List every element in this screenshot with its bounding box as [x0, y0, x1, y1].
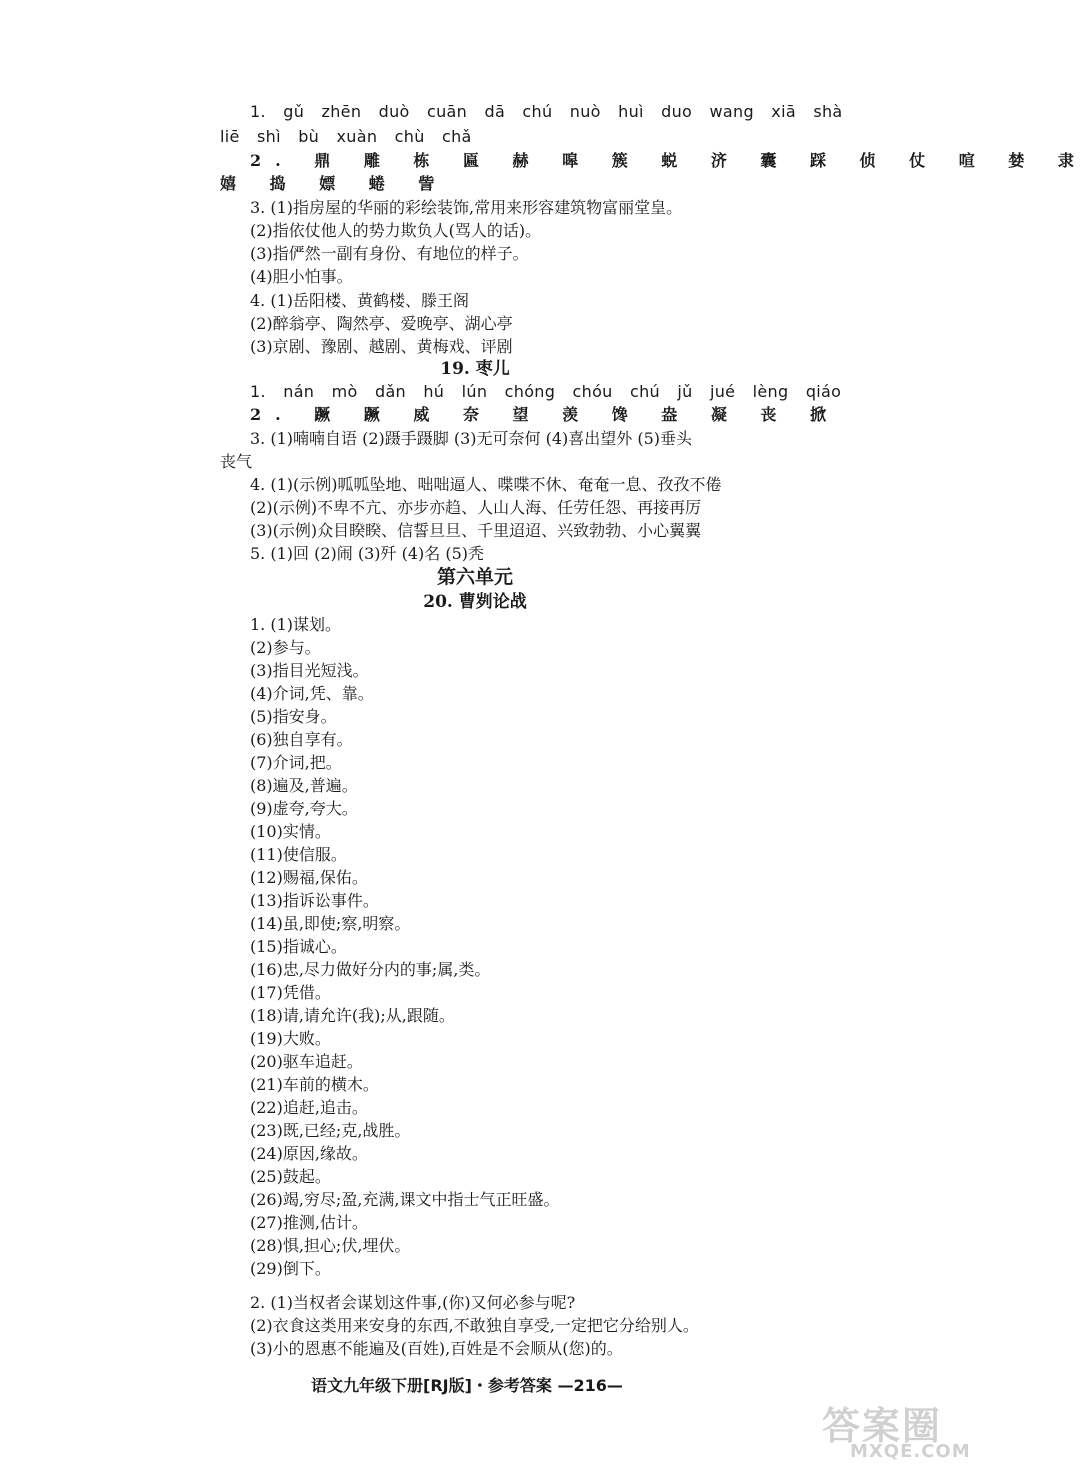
lesson-20-q1-item: (28)惧,担心;伏,埋伏。	[250, 1236, 411, 1255]
lesson-20-q2-item: (3)小的恩惠不能遍及(百姓),百姓是不会顺从(您)的。	[250, 1339, 623, 1358]
lesson-20-q1-item: (13)指诉讼事件。	[250, 891, 379, 910]
lesson-20-q1-item: (5)指安身。	[250, 707, 337, 726]
lesson-20-q1-item: (7)介词,把。	[250, 753, 342, 772]
page-footer: 语文九年级下册[RJ版]・参考答案 —216—	[311, 1376, 623, 1395]
s18-q3-item: 3. (1)指房屋的华丽的彩绘装饰,常用来形容建筑物富丽堂皇。	[250, 198, 683, 217]
lesson-20-q1-item: (17)凭借。	[250, 983, 331, 1002]
watermark-sub-text: MXQE.COM	[850, 1441, 971, 1462]
s18-q4-item: 4. (1)岳阳楼、黄鹤楼、滕王阁	[250, 291, 470, 310]
s18-q3-item: (4)胆小怕事。	[250, 267, 353, 286]
lesson-20-q1-item: (20)驱车追赶。	[250, 1052, 363, 1071]
watermark-logo	[800, 1395, 990, 1465]
lesson-20-q1-item: (10)实情。	[250, 822, 331, 841]
s18-q3-item: (3)指俨然一副有身份、有地位的样子。	[250, 244, 529, 263]
lesson-20-q1-item: 1. (1)谋划。	[250, 615, 342, 634]
s19-q4-item: 4. (1)(示例)呱呱坠地、咄咄逼人、喋喋不休、奄奄一息、孜孜不倦	[250, 475, 722, 494]
lesson-20-q1-item: (26)竭,穷尽;盈,充满,课文中指士气正旺盛。	[250, 1190, 560, 1209]
s18-q4-item: (2)醉翁亭、陶然亭、爱晚亭、湖心亭	[250, 314, 513, 333]
lesson-20-q1-item: (24)原因,缘故。	[250, 1144, 368, 1163]
s18-q2-line1: 2. 鼎 雕 栋 匾 赫 嗥 簇 蜕 济 囊 踩 侦 仗 喧 婪 隶	[250, 151, 1088, 170]
s18-q3-item: (2)指依仗他人的势力欺负人(骂人的话)。	[250, 221, 542, 240]
lesson-20-q1-item: (8)遍及,普遍。	[250, 776, 358, 795]
lesson-20-q1-item: (2)参与。	[250, 638, 321, 657]
lesson-20-q1-item: (14)虽,即使;察,明察。	[250, 914, 411, 933]
s19-q3-line1: 3. (1)喃喃自语 (2)蹑手蹑脚 (3)无可奈何 (4)喜出望外 (5)垂头	[250, 429, 693, 448]
lesson-20-q1-item: (23)既,已经;克,战胜。	[250, 1121, 411, 1140]
lesson-20-q1-item: (22)追赶,追击。	[250, 1098, 368, 1117]
lesson-20-q2-item: 2. (1)当权者会谋划这件事,(你)又何必参与呢?	[250, 1293, 576, 1312]
s18-q2-line2: 嬉 捣 嫖 蜷 訾	[220, 174, 449, 193]
lesson-20-q1-item: (3)指目光短浅。	[250, 661, 369, 680]
watermark-main-text: 答案圈	[822, 1404, 943, 1448]
s19-q3-line2: 丧气	[220, 452, 253, 471]
s18-q1-line2: liē shì bù xuàn chù chǎ	[220, 127, 472, 146]
lesson-19-title: 19. 枣儿	[440, 359, 510, 379]
lesson-20-q1-item: (19)大败。	[250, 1029, 331, 1048]
lesson-20-q1-item: (18)请,请允许(我);从,跟随。	[250, 1006, 455, 1025]
lesson-20-q1-item: (25)鼓起。	[250, 1167, 331, 1186]
lesson-20-q1-item: (15)指诚心。	[250, 937, 347, 956]
s18-q1-line1: 1. gǔ zhēn duò cuān dā chú nuò huì duo wang xiā shà	[250, 102, 843, 121]
s19-q5: 5. (1)回 (2)闹 (3)歼 (4)名 (5)秃	[250, 544, 485, 563]
lesson-20-q1-item: (27)推测,估计。	[250, 1213, 368, 1232]
lesson-20-q2-item: (2)衣食这类用来安身的东西,不敢独自享受,一定把它分给别人。	[250, 1316, 699, 1335]
s19-q4-item: (2)(示例)不卑不亢、亦步亦趋、人山人海、任劳任怨、再接再厉	[250, 498, 702, 517]
lesson-20-title: 20. 曹刿论战	[423, 592, 527, 612]
lesson-20-q1-item: (9)虚夸,夸大。	[250, 799, 358, 818]
lesson-20-q1-item: (16)忠,尽力做好分内的事;属,类。	[250, 960, 491, 979]
lesson-20-q1-item: (29)倒下。	[250, 1259, 331, 1278]
lesson-20-q1-item: (12)赐福,保佑。	[250, 868, 368, 887]
s19-q1: 1. nán mò dǎn hú lún chóng chóu chú jǔ jué lèng qiáo	[250, 382, 842, 401]
lesson-20-q1-item: (4)介词,凭、靠。	[250, 684, 374, 703]
s19-q2: 2. 蹶 蹶 威 奈 望 羡 馋 盎 凝 丧 掀	[250, 405, 840, 424]
s18-q4-item: (3)京剧、豫剧、越剧、黄梅戏、评剧	[250, 337, 513, 356]
s19-q4-item: (3)(示例)众目睽睽、信誓旦旦、千里迢迢、兴致勃勃、小心翼翼	[250, 521, 702, 540]
lesson-20-q1-item: (11)使信服。	[250, 845, 347, 864]
lesson-20-q1-item: (21)车前的横木。	[250, 1075, 379, 1094]
unit-6-title: 第六单元	[436, 566, 513, 588]
lesson-20-q1-item: (6)独自享有。	[250, 730, 353, 749]
